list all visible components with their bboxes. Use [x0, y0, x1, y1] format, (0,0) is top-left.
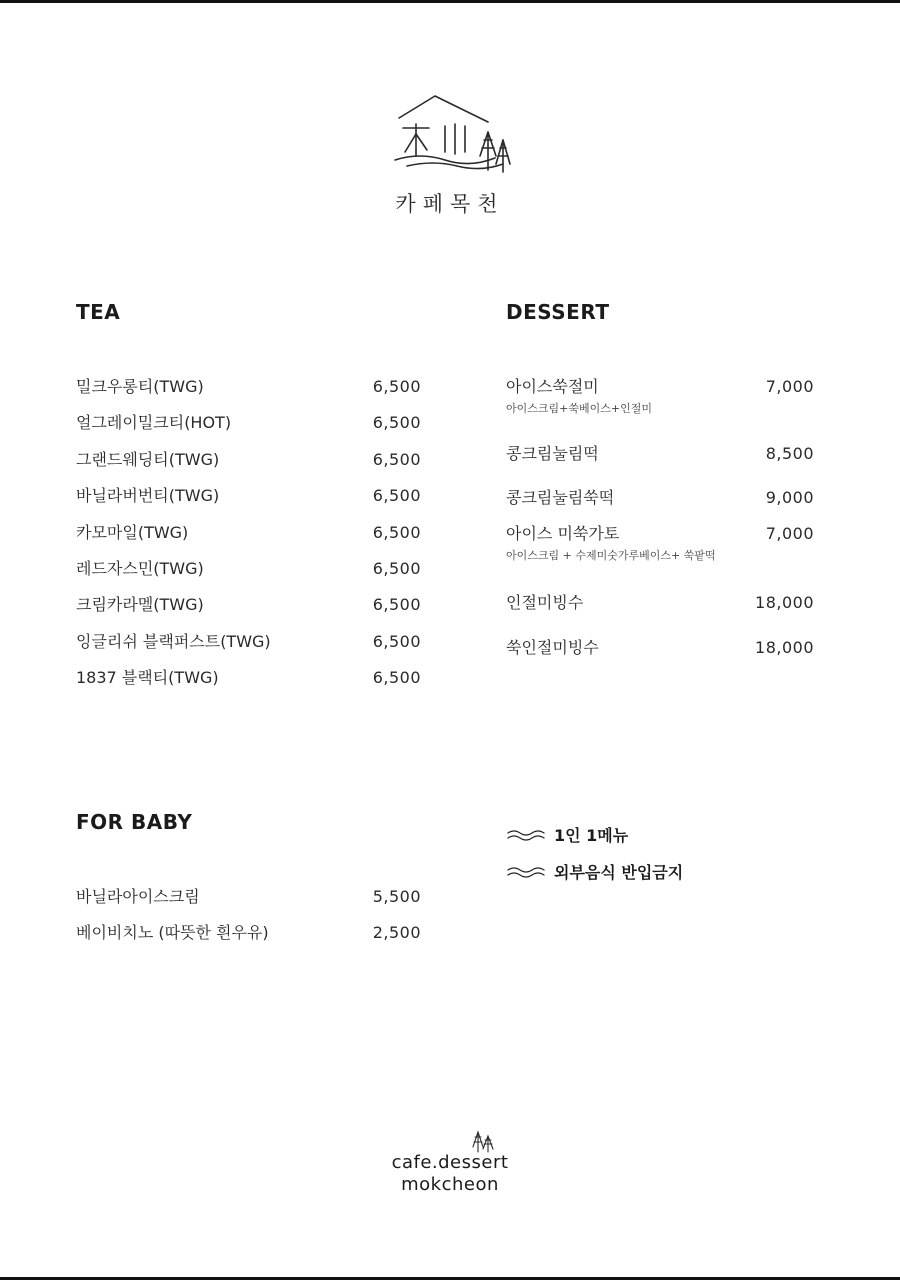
- baby-list: [76, 884, 421, 957]
- notice-text: 1인 1메뉴: [554, 826, 629, 845]
- menu-item: [76, 447, 421, 483]
- item-price: 6,500: [372, 377, 421, 396]
- item-name: 잉글리쉬 블랙퍼스트(TWG): [76, 631, 271, 651]
- menu-item: [76, 410, 421, 446]
- menu-item: [506, 441, 814, 465]
- item-price: 6,500: [372, 595, 421, 615]
- item-price: 6,500: [372, 486, 421, 506]
- item-name: 크림카라멜(TWG): [76, 595, 204, 615]
- item-price: 6,500: [372, 558, 421, 578]
- menu-item: [506, 485, 814, 509]
- item-price: 6,500: [372, 631, 421, 651]
- item-price: 6,500: [372, 668, 421, 688]
- item-name: 콩크림눌림떡: [506, 444, 599, 463]
- notice-item: [506, 816, 806, 853]
- item-name: 아이스쑥절미: [506, 377, 599, 396]
- footer-brand: [370, 1152, 530, 1196]
- menu-item: [506, 635, 814, 659]
- menu-item: [76, 483, 421, 519]
- item-price: 9,000: [765, 488, 814, 507]
- item-name: 베이비치노 (따뜻한 흰우유): [76, 923, 269, 943]
- menu-item: [506, 374, 814, 416]
- menu-item: [506, 590, 814, 614]
- item-price: 8,500: [765, 444, 814, 463]
- item-price: 2,500: [372, 923, 421, 943]
- item-name: 밀크우롱티(TWG): [76, 377, 204, 396]
- brand-name: 카페목천: [395, 192, 505, 216]
- notice-text: 외부음식 반입금지: [554, 863, 684, 882]
- menu-item: [76, 556, 421, 592]
- dessert-section: [506, 300, 814, 657]
- tea-list: [76, 374, 421, 702]
- item-name: 바닐라아이스크림: [76, 887, 200, 906]
- item-name: 카모마일(TWG): [76, 522, 189, 542]
- menu-item: [506, 521, 814, 563]
- footer-line-2: mokcheon: [401, 1174, 499, 1195]
- notice-item: [506, 853, 806, 890]
- wave-icon: [506, 865, 546, 879]
- item-price: 7,000: [765, 377, 814, 396]
- item-price: 5,500: [372, 887, 421, 906]
- trees-icon: [468, 1130, 498, 1154]
- baby-section: [76, 810, 421, 943]
- top-border: [0, 0, 900, 3]
- item-name: 쑥인절미빙수: [506, 638, 599, 657]
- wave-icon: [506, 828, 546, 842]
- item-price: 18,000: [755, 638, 814, 657]
- item-name: 바닐라버번티(TWG): [76, 486, 220, 506]
- menu-item: [76, 665, 421, 701]
- menu-item: [76, 629, 421, 665]
- item-price: 7,000: [765, 524, 814, 543]
- footer-line-1: cafe.dessert: [391, 1152, 509, 1173]
- item-description: 아이스크림+쑥베이스+인절미: [506, 402, 652, 415]
- menu-item: [76, 884, 421, 920]
- dessert-title: DESSERT: [506, 300, 610, 324]
- menu-item: [76, 374, 421, 410]
- item-name: 인절미빙수: [506, 593, 584, 612]
- menu-item: [76, 920, 421, 956]
- house-trees-logo: [385, 92, 520, 182]
- item-name: 1837 블랙티(TWG): [76, 668, 219, 688]
- item-name: 아이스 미쑥가토: [506, 524, 620, 543]
- menu-item: [76, 592, 421, 628]
- item-description: 아이스크림 + 수제미숫가루베이스+ 쑥팥떡: [506, 549, 716, 562]
- item-name: 얼그레이밀크티(HOT): [76, 413, 232, 433]
- item-price: 6,500: [372, 449, 421, 469]
- notice-list: [506, 816, 806, 890]
- tea-title: TEA: [76, 300, 121, 324]
- item-name: 콩크림눌림쑥떡: [506, 488, 615, 507]
- item-name: 레드자스민(TWG): [76, 558, 204, 578]
- menu-item: [76, 520, 421, 556]
- tea-section: [76, 300, 421, 688]
- item-name: 그랜드웨딩티(TWG): [76, 449, 220, 469]
- baby-title: FOR BABY: [76, 810, 193, 834]
- item-price: 18,000: [755, 593, 814, 612]
- item-price: 6,500: [372, 522, 421, 542]
- item-price: 6,500: [372, 413, 421, 433]
